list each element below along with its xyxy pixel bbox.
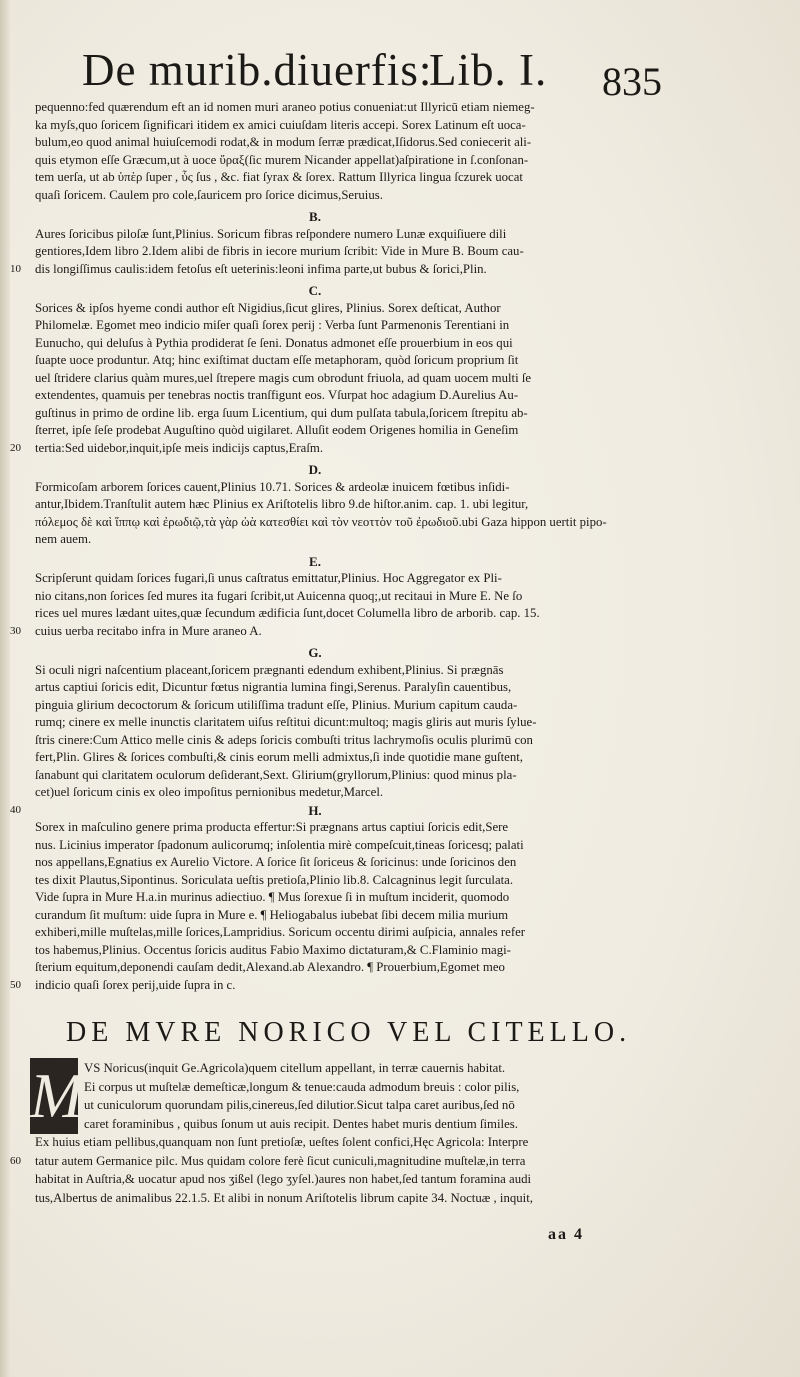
text-line: ſterret, ipſe ſeſe prodebat Auguſtino quòd uigilaret. Alluſit eodem Origenes homilia in Geneſim: [35, 423, 519, 437]
running-title: De murib.diuerfis:: [82, 45, 433, 95]
margin-line-number: 10: [10, 262, 21, 275]
text-line: Sorex in maſculino genere prima producta effertur:Si prægnans artus captiui ſoricis edit,Sere: [35, 820, 509, 834]
chapter-title: DE MVRE NORICO VEL CITELLO.: [66, 1017, 632, 1048]
chapter-text-line: Ei corpus ut muſtelæ demeſticæ,longum & tenue:cauda admodum breuis : color pilis,: [84, 1079, 520, 1094]
text-line: bulum,eo quod animal huiuſcemodi rodat,& in modum ſerræ prædicat,Iſidorus.Sed coniecerit ali-: [35, 135, 532, 149]
book-label: Lib. I.: [429, 45, 548, 95]
text-line: nus. Licinius imperator ſpadonum aulicorumq; inſolentia mirè compeſcuit,tineas ſoricesq; palati: [35, 837, 524, 852]
text-line: nem auem.: [35, 532, 92, 546]
margin-line-number: 60: [10, 1154, 21, 1167]
text-line: ſterium equitum,deponendi cauſam dedit,Alexand.ab Alexandro. ¶ Prouerbium,Egomet meo: [35, 960, 505, 974]
text-line: pinguia glirium decoctorum & ſoricum utiliſſima tradunt eſſe, Plinius. Murium capitum cauda-: [35, 697, 518, 712]
text-line: Si oculi nigri naſcentium placeant,ſoricem prægnanti edendum exhibent,Plinius. Si prægnās: [35, 662, 504, 677]
chapter-text-line: tus,Albertus de animalibus 22.1.5. Et alibi in nonum Ariſtotelis librum capite 34. Noctuæ , inquit,: [35, 1190, 533, 1205]
text-line: guſtinus in primo de ordine lib. erga ſuum Licentium, qui dum pulſata tabula,ſoricem ſtrepitu ab-: [35, 405, 528, 420]
text-line: rumq; cinere ex melle inunctis claritatem uiſus reſtitui dicunt:multoq; magis gliris aut muris ſylue-: [35, 715, 537, 729]
section-letter: G.: [308, 645, 322, 660]
text-line: πόλεμος δὲ καὶ ἵππῳ καὶ ἐρωδιῷ,τὰ γὰρ ὠὰ κατεσθίει καὶ τὸν νεοττὸν τοῦ ἐρωδιοῦ.ubi Gaza hippon uertit pipo-: [35, 514, 607, 529]
decorated-initial: M: [30, 1058, 78, 1134]
chapter-text-line: caret foraminibus , quibus ſonum ut auis recipit. Dentes habet muris dentium ſimiles.: [84, 1116, 518, 1131]
chapter-text-line: tatur autem Germanice pilc. Mus quidam colore ferè ſicut cuniculi,magnitudine muſtelæ,in terra: [35, 1153, 526, 1168]
section-letter: H.: [308, 802, 322, 818]
text-line: extendentes, quamuis per tenebras noctis tranſfigunt eos. Vſurpat hoc adagium D.Aurelius Au-: [35, 388, 519, 402]
text-line: gentiores,Idem libro 2.Idem alibi de fibris in iecore murium ſcribit: Vide in Mure B. Boum cau-: [35, 244, 524, 258]
margin-line-number: 50: [10, 978, 21, 991]
text-line: cet)uel ſoricum cinis ex oleo impoſitus pernionibus medetur,Marcel.: [35, 785, 384, 799]
section-letter: C.: [308, 283, 322, 298]
text-line: indicio quaſi ſorex perij,uide ſupra in c.: [35, 977, 236, 992]
text-line: rices uel mures lædant uites,quæ ſecundum ædificia ſunt,docet Columella libro de arborib. cap. 15.: [35, 606, 540, 620]
text-line: antur,Ibidem.Tranſtulit autem hæc Plinius ex Ariſtotelis libro 9.de hiſtor.anim. cap. 1. ubi legitur,: [35, 497, 529, 511]
text-line: cuius uerba recitabo infra in Mure araneo A.: [35, 623, 262, 638]
margin-line-number: 40: [10, 803, 21, 816]
chapter-text-line: VS Noricus(inquit Ge.Agricola)quem citellum appellant, in terræ cauernis habitat.: [84, 1061, 506, 1075]
page-number: 835: [602, 59, 662, 104]
text-line: dis longiſſimus caulis:idem fetoſus eſt ueterinis:leoni infima parte,ut bubus & ſorici,Plin.: [35, 261, 487, 276]
text-line: tertia:Sed uidebor,inquit,ipſe meis indicijs captus,Eraſm.: [35, 440, 324, 455]
text-line: artus captiui ſoricis edit, Dicuntur fœtus nigrantia lumina fingi,Serenus. Paralyſin cauentibus,: [35, 680, 512, 694]
text-line: ſanabunt qui claritatem oculorum deſiderant,Sext. Glirium(gryllorum,Plinius: quod minus pla-: [35, 767, 517, 782]
text-line: ſtris cinere:Cum Attico melle cinis & adeps ſoricis combuſti tritus lachrymoſis oculis plurimū con: [35, 732, 533, 747]
text-line: tos habemus,Plinius. Occentus ſoricis auditus Fabio Maximo dictaturam,& C.Flaminio magi-: [35, 942, 511, 957]
text-line: uel ſtridere clarius quàm mures,uel ſtrepere magis cum obrodunt friuola, ad quam uocem multi ſe: [35, 370, 532, 385]
section-letter: B.: [309, 209, 321, 224]
chapter-text-line: Ex huius etiam pellibus,quanquam non ſunt pretioſæ, ueſtes ſolent confici,Hęc Agricola: Interpre: [35, 1135, 529, 1149]
text-line: nio citans,non ſorices ſed mures ita fugari ſcribit,ut Auicenna quoq;,ut recitaui in Mure E. Ne ſo: [35, 588, 523, 603]
text-line: exhiberi,mille muſtelas,mille ſorices,Lampridius. Soricum occentu dirimi auſpicia, annales refer: [35, 925, 526, 939]
text-line: tes dixit Plautus,Sipontinus. Soriculata ueſtis pretioſa,Plinio lib.8. Calcagninus legit ſurculata.: [35, 872, 514, 887]
text-line: Formicoſam arborem ſorices cauent,Plinius 10.71. Sorices & ardeolæ inuicem fœtibus inſidi-: [35, 479, 510, 494]
signature-mark: aa 4: [548, 1226, 584, 1243]
text-line: ſuapte uoce produntur. Atq; hinc exiſtimat ductam eſſe metaphoram, quòd ſoricum proprium ſit: [35, 353, 519, 367]
section-letter: E.: [309, 553, 321, 569]
text-line: quaſi ſoricem. Caulem pro cole,ſauricem pro ſorice dicimus,Seruius.: [35, 187, 383, 202]
section-letter: D.: [308, 462, 322, 477]
text-line: tem uerſa, ut ab ὑπὲρ ſuper , ὗς ſus , &c. fiat ſyrax & ſorex. Rattum Illyrica lingua ſczurek uocat: [35, 170, 523, 184]
text-line: Philomelæ. Egomet meo indicio miſer quaſi ſorex perij : Verba ſunt Parmenonis Terentiani in: [35, 318, 510, 332]
text-line: quis etymon eſſe Græcum,ut à uoce ὕραξ(ſic murem Nicander appellat)aſpiratione in ſ.conſonan-: [35, 152, 529, 167]
text-line: ka myſs,quo ſoricem ſignificari itidem ex amici cuiuſdam literis accepi. Sorex Latinum eſt uoca-: [35, 117, 526, 132]
chapter-text-line: ut cuniculorum quorundam pilis,cinereus,ſed dilutior.Sicut talpa caret auribus,ſed nō: [84, 1098, 515, 1112]
chapter-text-line: habitat in Auſtria,& uocatur apud nos ʒißel (lego ʒyſel.)aures non habet,ſed tantum foramina audi: [35, 1172, 532, 1186]
text-line: Aures ſoricibus piloſæ ſunt,Plinius. Soricum fibras reſpondere numero Lunæ exquiſiuere dili: [35, 226, 507, 241]
text-line: fert,Plin. Glires & ſorices combuſti,& cinis eorum melli admixtus,ſi inde quotidie mane guſtent,: [35, 750, 523, 764]
binding-gutter: [0, 0, 10, 1377]
text-line: Scripſerunt quidam ſorices fugari,ſi unus caſtratus emittatur,Plinius. Hoc Aggregator ex Pli-: [35, 571, 502, 585]
text-line: curandum ſit muſtum: uide ſupra in Mure e. ¶ Heliogabalus iubebat ſibi decem milia murium: [35, 907, 509, 922]
margin-line-number: 30: [10, 624, 21, 637]
text-line: Vide ſupra in Mure H.a.in murinus adiectiuo. ¶ Mus ſorexue ſi in muſtum inciderit, quomodo: [35, 890, 510, 904]
text-line: pequenno:fed quærendum eft an id nomen muri araneo potius conueniat:ut Illyricū etiam niemeg-: [35, 100, 535, 114]
margin-line-number: 20: [10, 441, 21, 454]
text-line: Sorices & ipſos hyeme condi author eſt Nigidius,ſicut glires, Plinius. Sorex deſticat, Author: [35, 300, 501, 315]
text-line: Eunucho, qui deluſus à Pythia prodiderat ſe ſeni. Donatus admonet eſſe prouerbium in eos qui: [35, 335, 513, 350]
text-line: nos appellans,Egnatius ex Aurelio Victore. A ſorice ſit ſoriceus & ſoricinus: unde ſoricinos den: [35, 855, 517, 869]
